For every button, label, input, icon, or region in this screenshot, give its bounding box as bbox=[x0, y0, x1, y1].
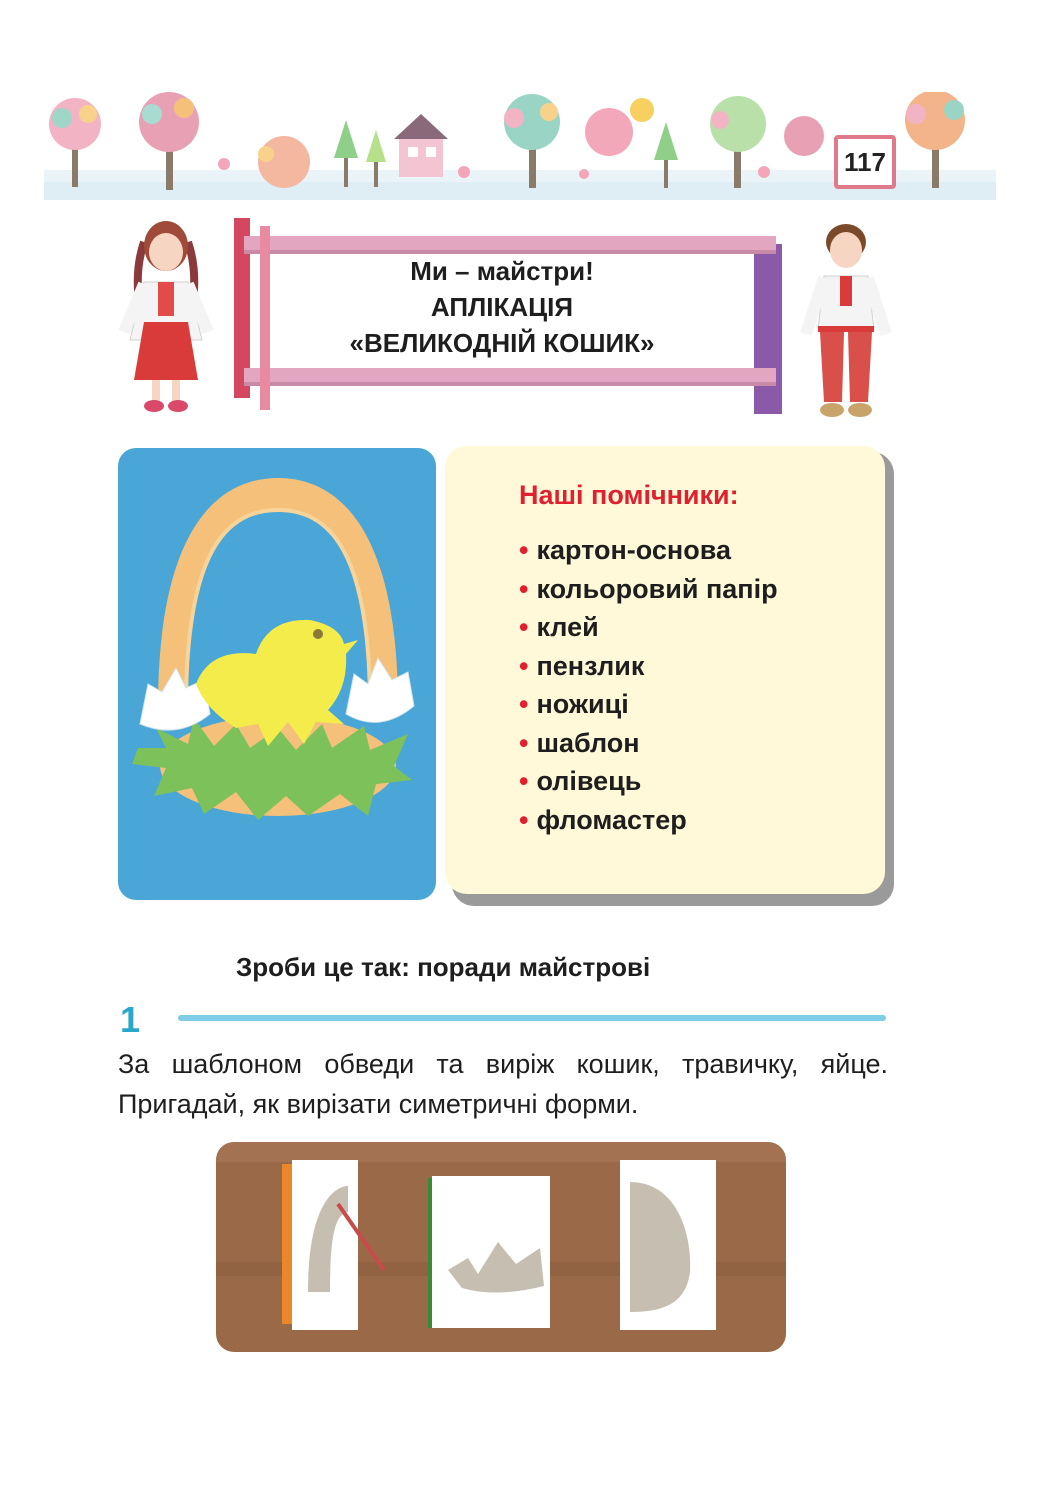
bullet-icon: • bbox=[519, 689, 529, 719]
list-item: • кольоровий папір bbox=[519, 573, 778, 604]
list-item: • клей bbox=[519, 612, 599, 642]
bullet-icon: • bbox=[519, 612, 529, 642]
easter-basket-craft-image bbox=[118, 448, 436, 900]
list-item: • шаблон bbox=[519, 727, 640, 758]
title-line-2: АПЛІКАЦІЯ bbox=[430, 292, 574, 322]
list-item: • олівець bbox=[519, 766, 642, 796]
step-divider bbox=[178, 1015, 886, 1021]
girl-illustration bbox=[114, 212, 218, 418]
list-item: • ножиці bbox=[519, 689, 629, 719]
title-line-3: «ВЕЛИКОДНІЙ КОШИК» bbox=[349, 328, 655, 358]
bullet-icon: • bbox=[519, 727, 529, 758]
helpers-list bbox=[519, 531, 885, 839]
step-instructions: За шаблоном обведи та виріж кошик, травичку, яйце. Пригадай, як вирізати симетричні форми. bbox=[118, 1049, 888, 1119]
bullet-icon: • bbox=[519, 804, 529, 835]
list-item: • фломастер bbox=[519, 804, 687, 835]
steps-title: Зроби це так: поради майстрові bbox=[236, 952, 651, 982]
bullet-icon: • bbox=[519, 535, 529, 565]
bullet-icon: • bbox=[519, 766, 529, 796]
page-number: 117 bbox=[834, 135, 896, 189]
bullet-icon: • bbox=[519, 650, 529, 681]
templates-photo bbox=[216, 1142, 786, 1352]
list-item: • картон-основа bbox=[519, 535, 731, 565]
title-line-1: Ми – майстри! bbox=[410, 256, 594, 286]
bullet-icon: • bbox=[519, 573, 529, 604]
boy-illustration bbox=[796, 212, 896, 422]
list-item: • пензлик bbox=[519, 650, 645, 681]
step-number: 1 bbox=[120, 999, 141, 1040]
lesson-title bbox=[268, 253, 736, 393]
helpers-panel bbox=[445, 446, 885, 894]
helpers-title: Наші помічники: bbox=[519, 480, 739, 510]
